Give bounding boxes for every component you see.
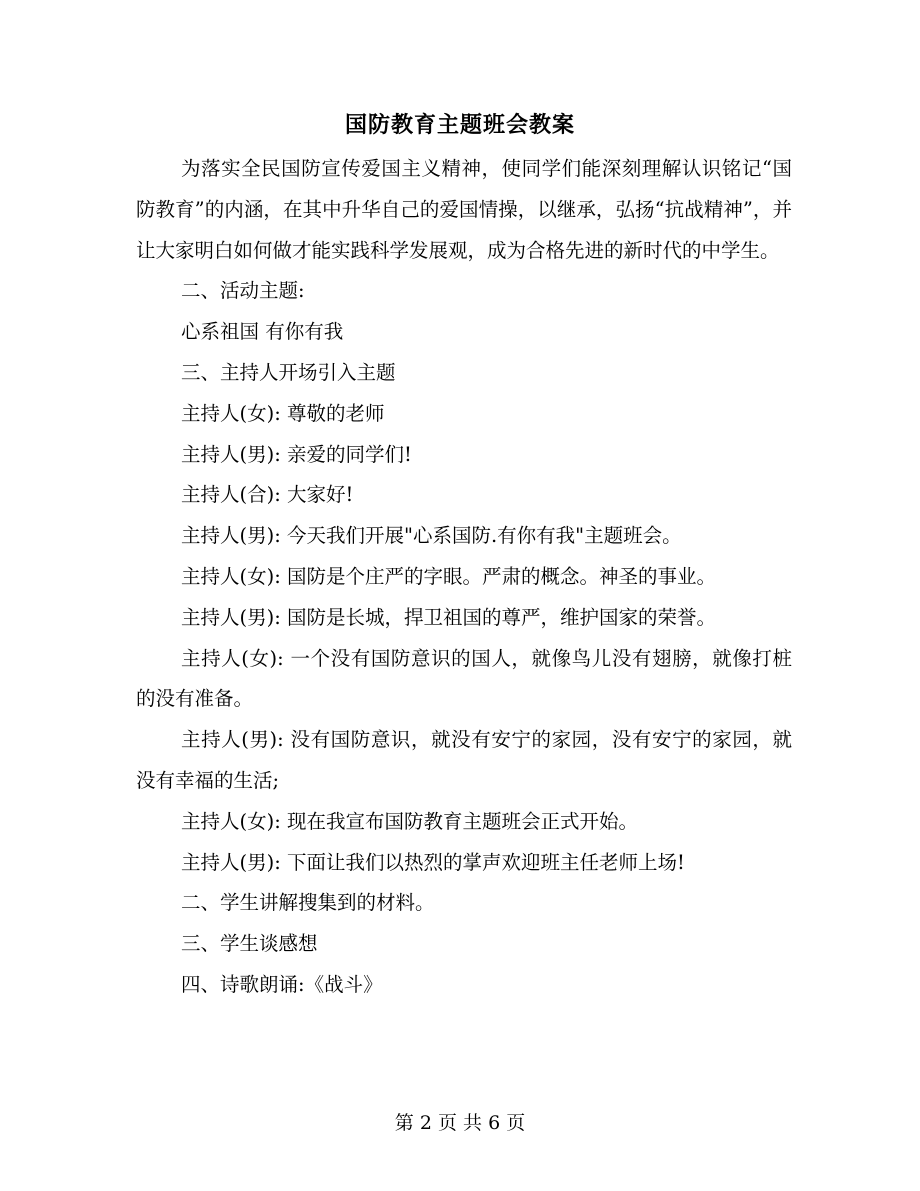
page-label-suffix: 页 bbox=[506, 1112, 526, 1134]
section-heading-host-opening: 三、主持人开场引入主题 bbox=[181, 360, 396, 384]
page-label-prefix: 第 bbox=[394, 1112, 414, 1134]
document-title: 国防教育主题班会教案 bbox=[344, 112, 575, 138]
theme-text: 心系祖国 有你有我 bbox=[181, 320, 344, 344]
dialogue-line: 主持人(男): 亲爱的同学们! bbox=[181, 442, 412, 466]
page-label-mid: 页 共 bbox=[437, 1112, 483, 1134]
dialogue-line: 主持人(女): 一个没有国防意识的国人，就像鸟儿没有翅膀，就像打桩的没有准备。 bbox=[136, 646, 792, 711]
document-body bbox=[136, 149, 792, 1006]
dialogue-line: 主持人(合): 大家好! bbox=[181, 483, 354, 507]
total-pages-number: 6 bbox=[488, 1112, 501, 1134]
section-heading-materials: 二、学生讲解搜集到的材料。 bbox=[181, 891, 435, 915]
dialogue-line: 主持人(男): 国防是长城，捍卫祖国的尊严，维护国家的荣誉。 bbox=[181, 605, 716, 629]
section-heading-theme: 二、活动主题: bbox=[181, 279, 305, 303]
dialogue-line: 主持人(女): 国防是个庄严的字眼。严肃的概念。神圣的事业。 bbox=[181, 564, 716, 588]
page-number-footer bbox=[0, 1108, 920, 1138]
current-page-number: 2 bbox=[419, 1112, 432, 1134]
dialogue-line: 主持人(男): 今天我们开展"心系国防.有你有我"主题班会。 bbox=[181, 524, 682, 548]
section-heading-poem: 四、诗歌朗诵:《战斗》 bbox=[181, 972, 383, 996]
dialogue-line: 主持人(女): 尊敬的老师 bbox=[181, 401, 385, 425]
intro-paragraph: 为落实全民国防宣传爱国主义精神，使同学们能深刻理解认识铭记“国防教育”的内涵，在其中升华自己的爱国情操，以继承，弘扬“抗战精神”，并让大家明白如何做才能实践科学发展观，成为合格先进的新时代的中学生。 bbox=[136, 157, 792, 262]
dialogue-line: 主持人(男): 没有国防意识，就没有安宁的家园，没有安宁的家园，就没有幸福的生活; bbox=[136, 728, 792, 792]
section-heading-thoughts: 三、学生谈感想 bbox=[181, 932, 318, 956]
dialogue-line: 主持人(女): 现在我宣布国防教育主题班会正式开始。 bbox=[181, 809, 638, 833]
dialogue-line: 主持人(男): 下面让我们以热烈的掌声欢迎班主任老师上场! bbox=[181, 850, 685, 874]
